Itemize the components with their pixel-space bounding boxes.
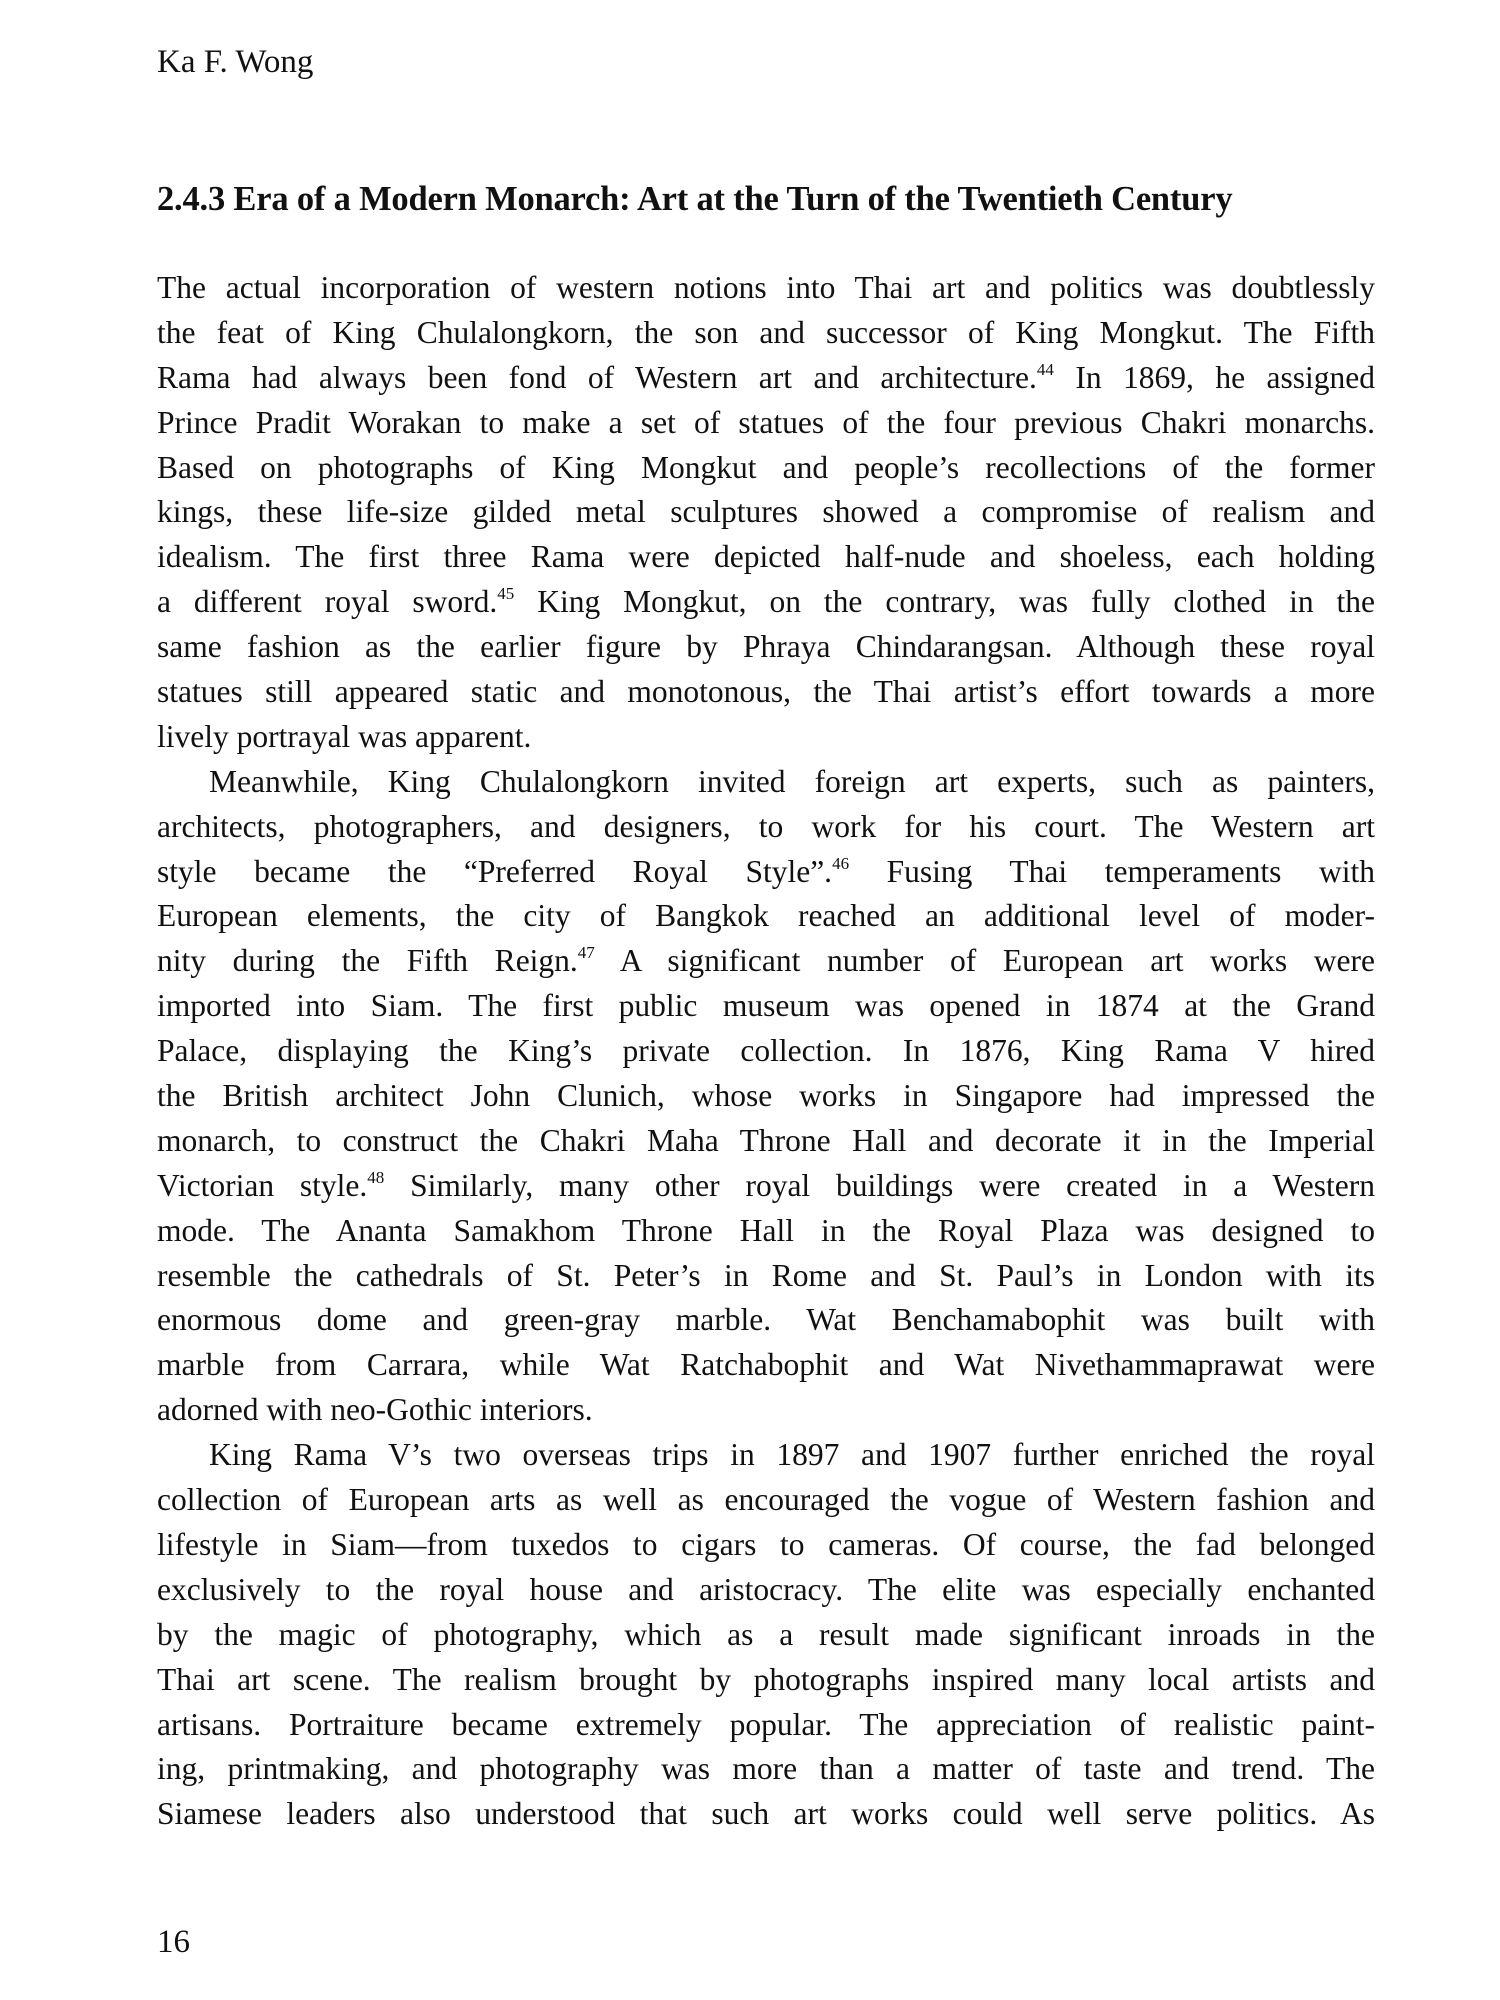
text-line [157, 894, 1375, 939]
line-text: Based on photographs of King Mongkut and people’s recollections of the former [157, 449, 1375, 485]
text-line [157, 1658, 1375, 1703]
line-text: Rama had always been fond of Western art and architecture. [157, 359, 1037, 395]
line-text: the feat of King Chulalongkorn, the son and successor of King Mongkut. The Fifth [157, 314, 1375, 350]
text-line [157, 1433, 1375, 1478]
text-line [157, 490, 1375, 535]
line-text-continued: Similarly, many other royal buildings were created in a Western [384, 1167, 1375, 1203]
text-line [157, 670, 1375, 715]
line-text: lively portrayal was apparent. [157, 718, 532, 754]
paragraph [157, 760, 1375, 1433]
text-line [157, 760, 1375, 805]
line-text: Victorian style. [157, 1167, 368, 1203]
footnote-marker[interactable]: 47 [577, 943, 595, 963]
line-text-continued: In 1869, he assigned [1053, 359, 1375, 395]
text-line [157, 805, 1375, 850]
text-line [157, 1613, 1375, 1658]
text-line [157, 1388, 1375, 1433]
line-text: Palace, displaying the King’s private collection. In 1876, King Rama V hired [157, 1033, 1375, 1069]
paragraph [157, 1433, 1375, 1837]
line-text: Meanwhile, King Chulalongkorn invited foreign art experts, such as painters, [209, 763, 1375, 799]
running-head: Ka F. Wong [157, 44, 314, 80]
line-text: nity during the Fifth Reign. [157, 943, 578, 979]
line-text: mode. The Ananta Samakhom Throne Hall in the Royal Plaza was designed to [157, 1212, 1375, 1248]
line-text: marble from Carrara, while Wat Ratchabophit and Wat Nivethammaprawat were [157, 1347, 1375, 1383]
line-text: adorned with neo-Gothic interiors. [157, 1392, 593, 1428]
line-text: statues still appeared static and monotonous, the Thai artist’s effort towards a more [157, 674, 1375, 710]
line-text: lifestyle in Siam—from tuxedos to cigars to cameras. Of course, the fad belonged [157, 1526, 1375, 1562]
text-line [157, 1792, 1375, 1837]
text-line [157, 356, 1375, 401]
body-text [157, 266, 1375, 1837]
paragraph [157, 266, 1375, 760]
text-line [157, 1029, 1375, 1074]
footnote-marker[interactable]: 46 [832, 853, 850, 873]
line-text: idealism. The first three Rama were depicted half-nude and shoeless, each holding [157, 539, 1375, 575]
text-line [157, 401, 1375, 446]
line-text: architects, photographers, and designers, to work for his court. The Western art [157, 808, 1375, 844]
line-text: European elements, the city of Bangkok reached an additional level of moder- [157, 898, 1375, 934]
text-line [157, 1478, 1375, 1523]
text-line [157, 939, 1375, 984]
line-text: a different royal sword. [157, 584, 498, 620]
line-text: monarch, to construct the Chakri Maha Throne Hall and decorate it in the Imperial [157, 1122, 1375, 1158]
text-line [157, 715, 1375, 760]
line-text: Prince Pradit Worakan to make a set of statues of the four previous Chakri monarchs. [157, 404, 1375, 440]
footnote-marker[interactable]: 45 [497, 584, 515, 604]
line-text: style became the “Preferred Royal Style”. [157, 853, 833, 889]
text-line [157, 1568, 1375, 1613]
text-line [157, 625, 1375, 670]
line-text: the British architect John Clunich, whose works in Singapore had impressed the [157, 1078, 1375, 1114]
text-line [157, 535, 1375, 580]
line-text: imported into Siam. The first public museum was opened in 1874 at the Grand [157, 988, 1375, 1024]
text-line [157, 1164, 1375, 1209]
section-heading: 2.4.3 Era of a Modern Monarch: Art at the Turn of the Twentieth Century [157, 180, 1233, 218]
text-line [157, 1703, 1375, 1748]
text-line [157, 1209, 1375, 1254]
line-text: Thai art scene. The realism brought by photographs inspired many local artists and [157, 1661, 1375, 1697]
text-line [157, 1074, 1375, 1119]
line-text: collection of European arts as well as encouraged the vogue of Western fashion and [157, 1482, 1375, 1518]
text-line [157, 1747, 1375, 1792]
line-text: artisans. Portraiture became extremely popular. The appreciation of realistic paint- [157, 1706, 1375, 1742]
line-text: resemble the cathedrals of St. Peter’s in Rome and St. Paul’s in London with its [157, 1257, 1375, 1293]
text-line [157, 1119, 1375, 1164]
text-line [157, 1298, 1375, 1343]
page-number: 16 [157, 1924, 190, 1960]
text-line [157, 850, 1375, 895]
line-text: ing, printmaking, and photography was more than a matter of taste and trend. The [157, 1751, 1375, 1787]
line-text: The actual incorporation of western notions into Thai art and politics was doubtlessly [157, 270, 1375, 305]
line-text: King Rama V’s two overseas trips in 1897 and 1907 further enriched the royal [209, 1437, 1375, 1473]
text-line [157, 446, 1375, 491]
line-text-continued: A significant number of European art works were [594, 943, 1375, 979]
text-line [157, 311, 1375, 356]
text-line [157, 1343, 1375, 1388]
line-text-continued: King Mongkut, on the contrary, was fully clothed in the [514, 584, 1375, 620]
text-line [157, 1254, 1375, 1299]
line-text: Siamese leaders also understood that such art works could well serve politics. As [157, 1796, 1375, 1832]
line-text: by the magic of photography, which as a result made significant inroads in the [157, 1616, 1375, 1652]
text-line [157, 266, 1375, 311]
footnote-marker[interactable]: 44 [1036, 359, 1054, 379]
line-text-continued: Fusing Thai temperaments with [849, 853, 1375, 889]
line-text: same fashion as the earlier figure by Phraya Chindarangsan. Although these royal [157, 629, 1375, 665]
line-text: exclusively to the royal house and aristocracy. The elite was especially enchanted [157, 1571, 1375, 1607]
line-text: kings, these life-size gilded metal sculptures showed a compromise of realism and [157, 494, 1375, 530]
text-line [157, 1523, 1375, 1568]
footnote-marker[interactable]: 48 [367, 1167, 385, 1187]
text-line [157, 984, 1375, 1029]
text-line [157, 580, 1375, 625]
line-text: enormous dome and green-gray marble. Wat Benchamabophit was built with [157, 1302, 1375, 1338]
